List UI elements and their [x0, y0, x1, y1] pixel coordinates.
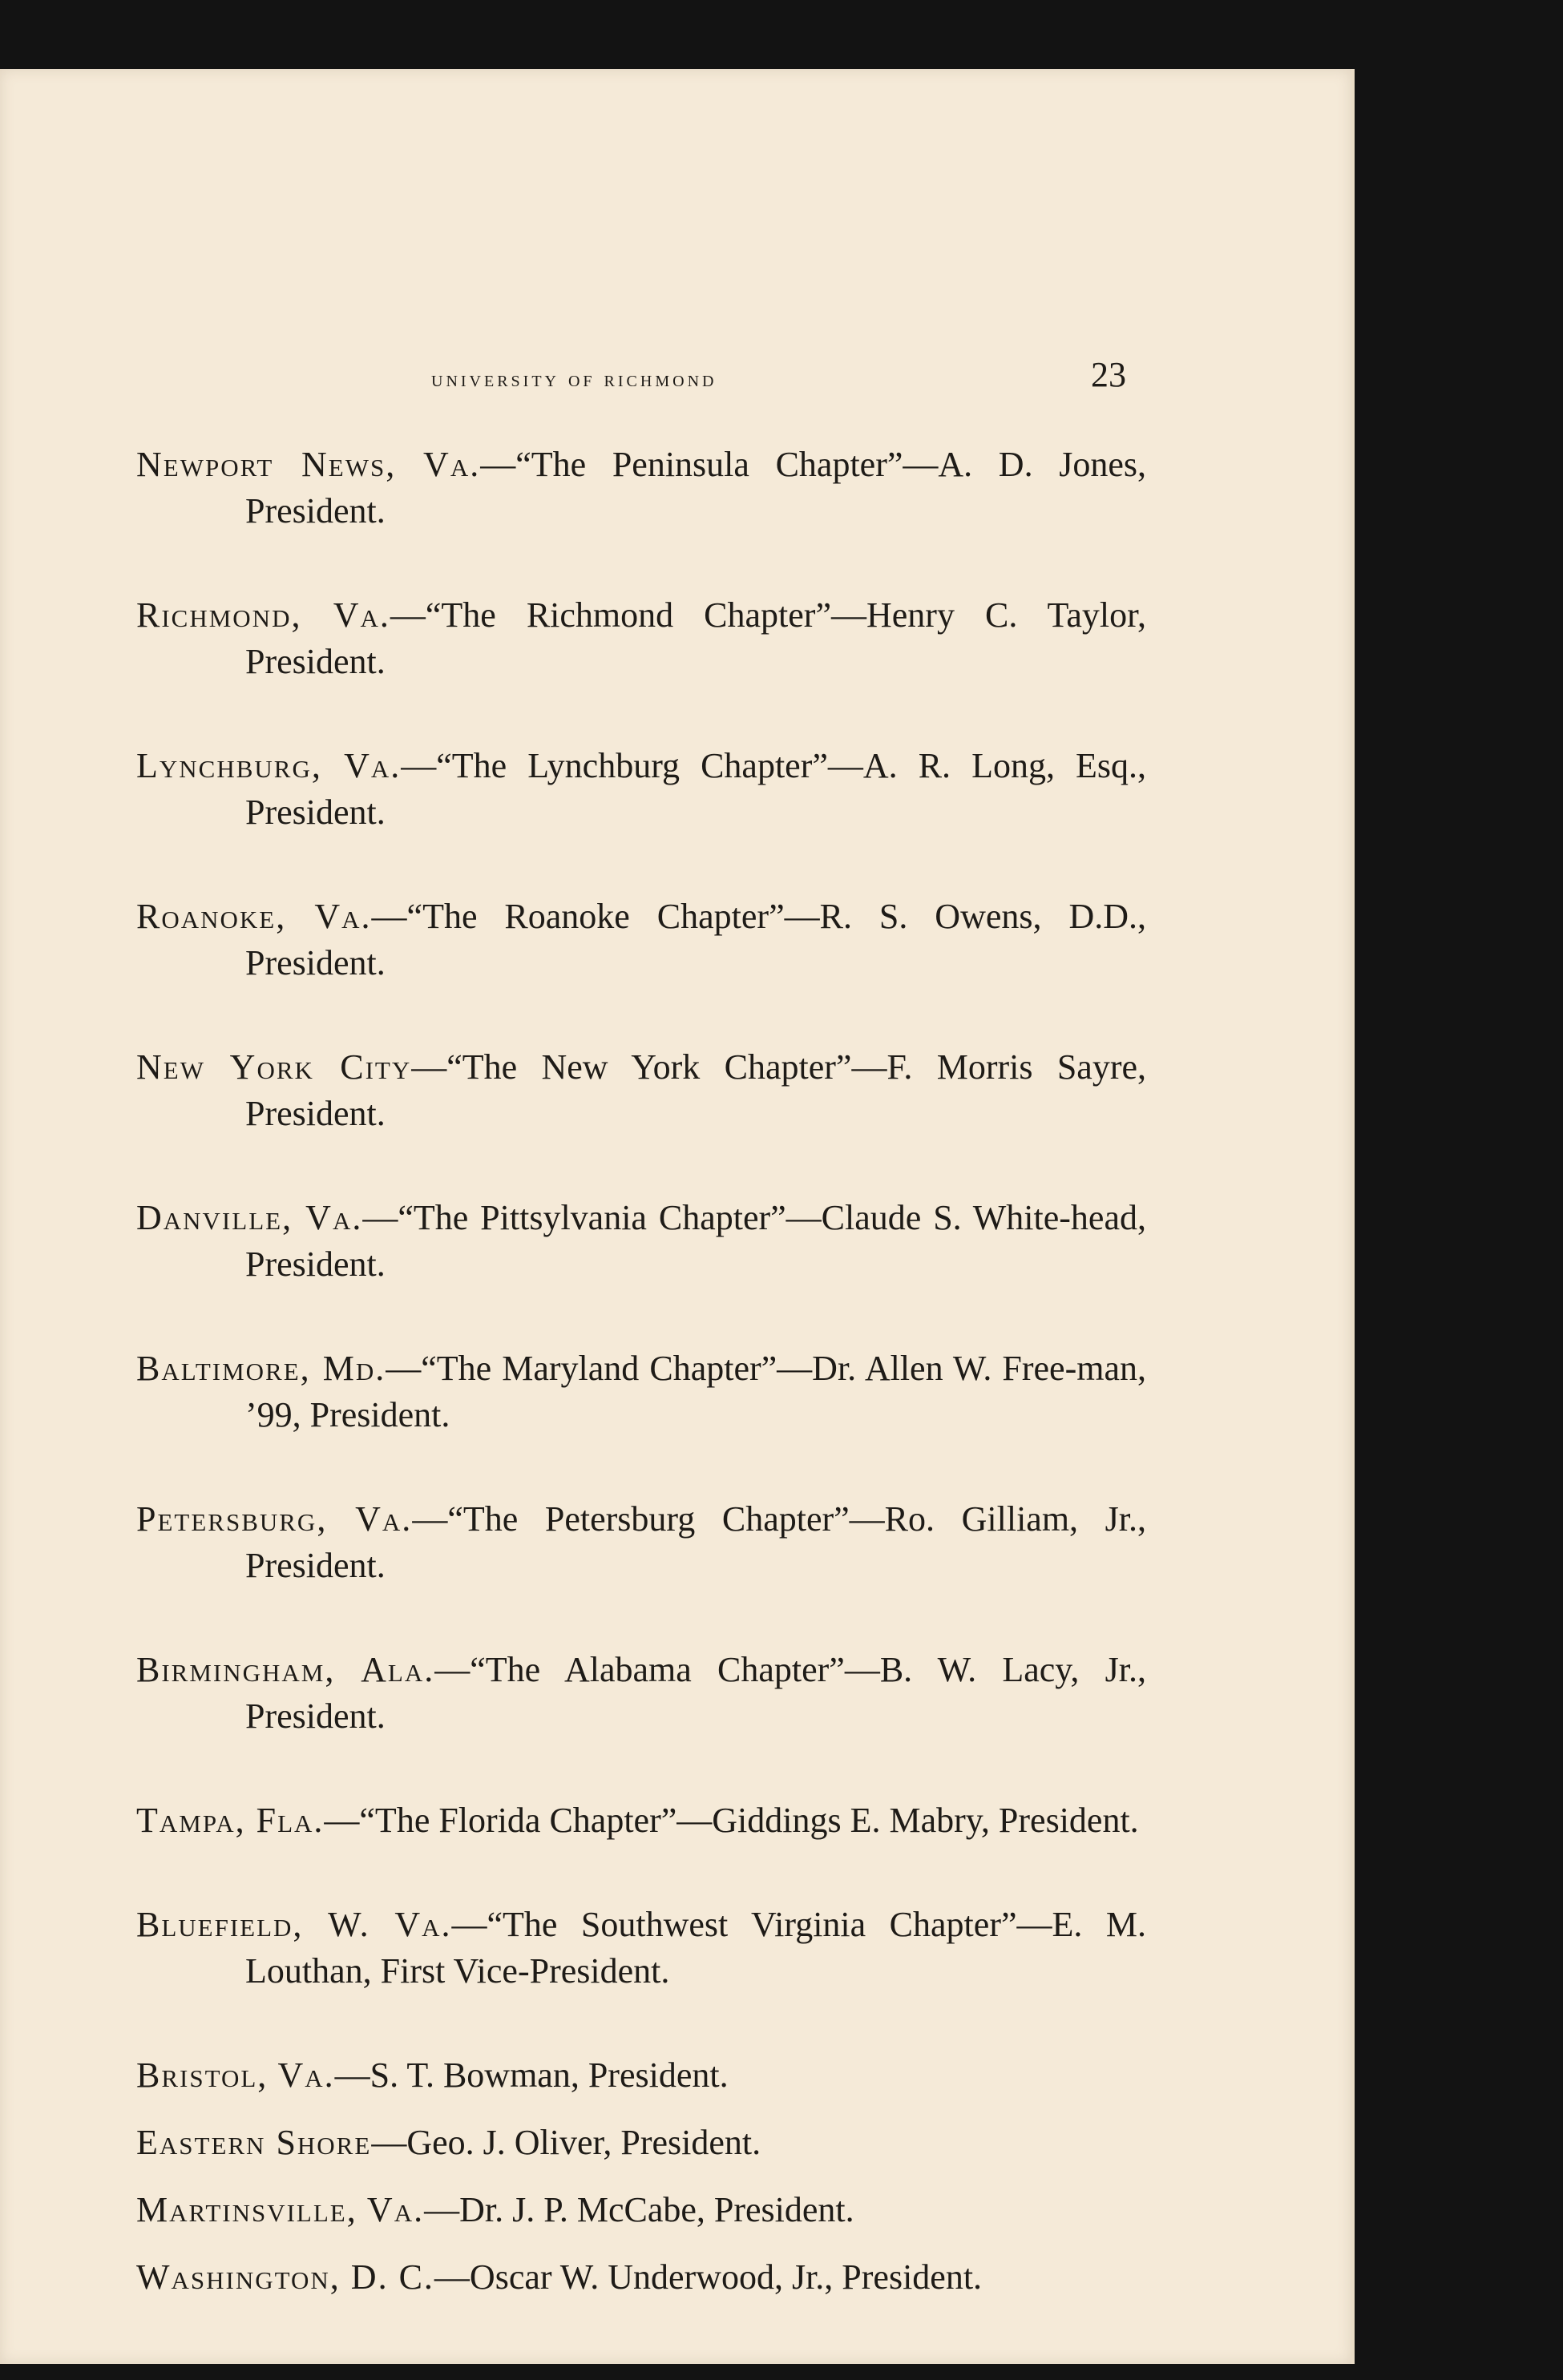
entry-text: —“The Petersburg Chapter”—Ro. Gilliam, Jr., President.	[245, 1499, 1146, 1585]
chapter-entry	[136, 1044, 1146, 1137]
entry-text: —“The Richmond Chapter”—Henry C. Taylor, President.	[245, 595, 1146, 681]
entry-place: Baltimore, Md.	[136, 1349, 386, 1388]
chapter-entry	[136, 1902, 1146, 1995]
entry-text: —“The Southwest Virginia Chapter”—E. M. Louthan, First Vice-President.	[245, 1905, 1146, 1991]
entry-place: Lynchburg, Va.	[136, 746, 402, 785]
entry-text: —Geo. J. Oliver, President.	[371, 2123, 761, 2162]
entry-place: New York City	[136, 1047, 412, 1087]
entry-text: —Oscar W. Underwood, Jr., President.	[434, 2257, 983, 2297]
entry-place: Petersburg, Va.	[136, 1499, 413, 1539]
chapter-entry	[136, 2120, 1146, 2166]
chapter-entry	[136, 1345, 1146, 1438]
chapter-entry	[136, 592, 1146, 685]
chapter-entry	[136, 894, 1146, 986]
entry-text: —“The New York Chapter”—F. Morris Sayre, President.	[245, 1047, 1147, 1133]
entry-text: —“The Maryland Chapter”—Dr. Allen W. Free-man, ’99, President.	[245, 1349, 1146, 1434]
entry-place: Martinsville, Va.	[136, 2190, 425, 2229]
book-page	[0, 69, 1355, 2364]
chapter-list	[136, 442, 1146, 2322]
entry-text: —“The Pittsylvania Chapter”—Claude S. White-head, President.	[245, 1198, 1146, 1284]
chapter-entry	[136, 2187, 1146, 2233]
chapter-entry	[136, 1496, 1146, 1589]
entry-text: —“The Peninsula Chapter”—A. D. Jones, President.	[245, 445, 1146, 530]
entry-place: Eastern Shore	[136, 2123, 372, 2162]
chapter-entry	[136, 1195, 1146, 1288]
chapter-entry	[136, 1647, 1146, 1740]
entry-text: —“The Florida Chapter”—Giddings E. Mabry, President.	[324, 1801, 1139, 1840]
entry-place: Bristol, Va.	[136, 2055, 335, 2095]
running-header: university of richmond	[431, 367, 717, 392]
entry-text: —“The Roanoke Chapter”—R. S. Owens, D.D., President.	[245, 897, 1146, 982]
chapter-entry	[136, 2052, 1146, 2099]
entry-place: Bluefield, W. Va.	[136, 1905, 452, 1944]
entry-place: Richmond, Va.	[136, 595, 390, 635]
page-number: 23	[1091, 355, 1126, 394]
chapter-entry	[136, 2254, 1146, 2301]
chapter-entry	[136, 442, 1146, 534]
entry-text: —“The Lynchburg Chapter”—A. R. Long, Esq., President.	[245, 746, 1146, 832]
entry-place: Washington, D. C.	[136, 2257, 434, 2297]
entry-place: Birmingham, Ala.	[136, 1650, 435, 1689]
entry-place: Tampa, Fla.	[136, 1801, 325, 1840]
entry-place: Roanoke, Va.	[136, 897, 372, 936]
entry-text: —S. T. Bowman, President.	[334, 2055, 729, 2095]
entry-place: Danville, Va.	[136, 1198, 363, 1237]
entry-place: Newport News, Va.	[136, 445, 481, 484]
entry-text: —“The Alabama Chapter”—B. W. Lacy, Jr., President.	[245, 1650, 1146, 1736]
chapter-entry	[136, 1797, 1146, 1844]
chapter-entry	[136, 743, 1146, 836]
entry-text: —Dr. J. P. McCabe, President.	[424, 2190, 854, 2229]
